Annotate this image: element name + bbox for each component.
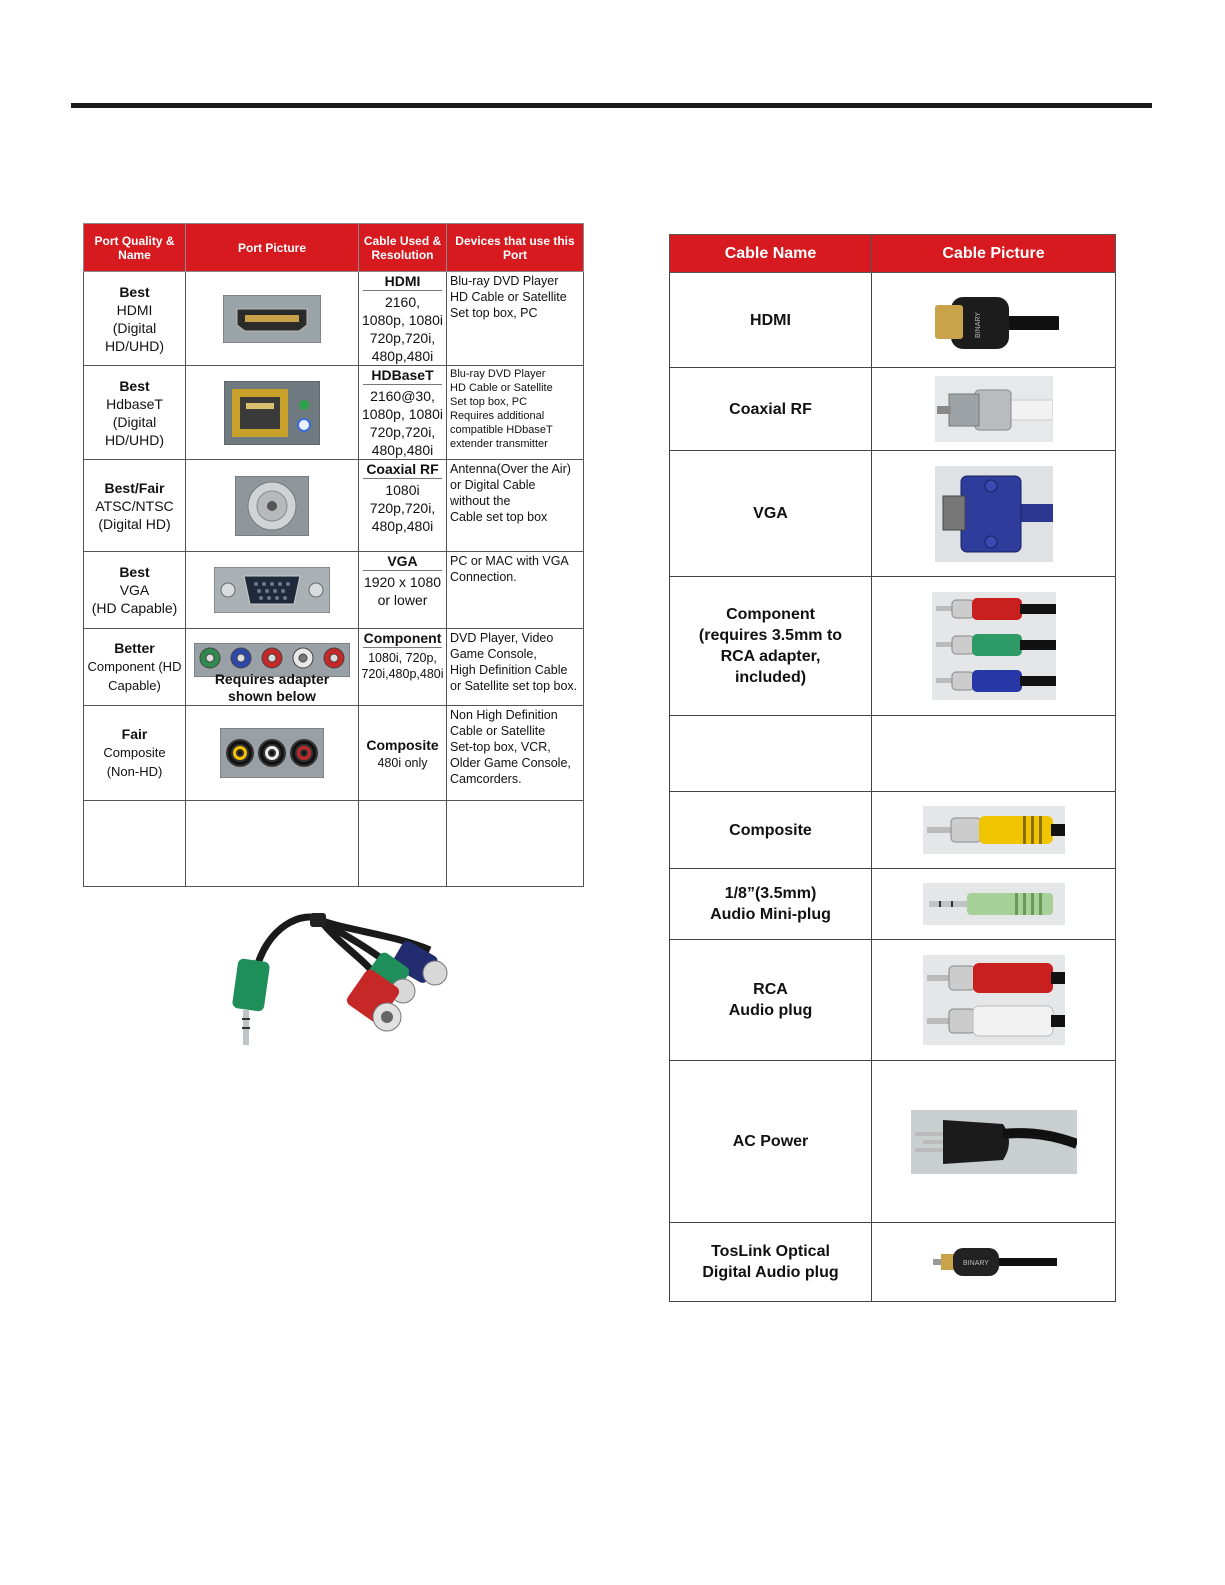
cable-picture-cell bbox=[872, 940, 1116, 1061]
cables-header-row bbox=[670, 235, 1116, 273]
port-picture-cell bbox=[186, 629, 359, 706]
cable-picture-cell bbox=[872, 792, 1116, 869]
quality-rating: Better bbox=[114, 640, 155, 656]
quality-rating: Best bbox=[119, 564, 150, 580]
cable-name: Coaxial RF bbox=[363, 460, 442, 479]
cable-name: Component (requires 3.5mm to RCA adapter, included) bbox=[670, 577, 872, 716]
header-port-picture: Port Picture bbox=[186, 224, 359, 272]
table-row bbox=[670, 716, 1116, 792]
header-cable-name: Cable Name bbox=[670, 235, 872, 273]
hdmi-port-icon bbox=[223, 295, 321, 343]
table-row bbox=[84, 272, 584, 366]
cable-picture-cell bbox=[872, 869, 1116, 940]
cable-picture-cell bbox=[872, 451, 1116, 577]
quality-rating: Best bbox=[119, 283, 150, 300]
table-row bbox=[84, 366, 584, 460]
cable-name: HDBaseT bbox=[363, 366, 442, 385]
mini-plug-cable-icon bbox=[923, 883, 1065, 925]
table-row bbox=[670, 869, 1116, 940]
table-row bbox=[84, 706, 584, 801]
cable-name: Composite bbox=[366, 736, 439, 753]
header-cable-resolution: Cable Used & Resolution bbox=[359, 224, 447, 272]
component-adapter-icon bbox=[225, 905, 465, 1055]
devices-cell: Non High Definition Cable or Satellite Set-top box, VCR, Older Game Console, Camcorders. bbox=[447, 706, 584, 801]
quality-rating: Best bbox=[119, 377, 150, 394]
cable-cell bbox=[359, 552, 447, 629]
empty-cell bbox=[447, 801, 584, 887]
cable-name: Composite bbox=[670, 792, 872, 869]
coaxial-port-icon bbox=[235, 476, 309, 536]
quality-cell bbox=[84, 629, 186, 706]
hdmi-cable-icon bbox=[929, 285, 1059, 355]
port-picture-cell bbox=[186, 272, 359, 366]
coaxial-cable-icon bbox=[935, 376, 1053, 442]
cable-picture-cell bbox=[872, 368, 1116, 451]
empty-cell bbox=[186, 801, 359, 887]
empty-cell bbox=[359, 801, 447, 887]
table-row bbox=[670, 792, 1116, 869]
devices-cell: DVD Player, Video Game Console, High Definition Cable or Satellite set top box. bbox=[447, 629, 584, 706]
table-row bbox=[670, 451, 1116, 577]
vga-cable-icon bbox=[935, 466, 1053, 562]
cables-table bbox=[669, 234, 1116, 1302]
cable-cell bbox=[359, 366, 447, 460]
header-devices: Devices that use this Port bbox=[447, 224, 584, 272]
header-cable-picture: Cable Picture bbox=[872, 235, 1116, 273]
quality-rating: Fair bbox=[121, 726, 148, 742]
cable-cell bbox=[359, 460, 447, 552]
cable-name: VGA bbox=[670, 451, 872, 577]
cable-name: HDMI bbox=[670, 273, 872, 368]
devices-cell: Blu-ray DVD Player HD Cable or Satellite Set top box, PC Requires additional compatible HDbaseT extender transmitter bbox=[447, 366, 584, 460]
cable-resolution: 1920 x 1080 or lower bbox=[363, 574, 442, 608]
cable-name: HDMI bbox=[363, 272, 442, 291]
cable-resolution: 2160@30, 1080p, 1080i 720p,720i, 480p,480i bbox=[362, 388, 443, 458]
port-picture-cell bbox=[186, 552, 359, 629]
cable-resolution: 1080i 720p,720i, 480p,480i bbox=[369, 482, 436, 534]
table-row bbox=[670, 1061, 1116, 1223]
cable-resolution: 480i only bbox=[377, 755, 428, 770]
ac-power-cable-icon bbox=[911, 1110, 1077, 1174]
port-name: HDMI (Digital HD/UHD) bbox=[104, 301, 165, 354]
table-row bbox=[670, 368, 1116, 451]
cable-name: TosLink Optical Digital Audio plug bbox=[670, 1223, 872, 1302]
empty-cell bbox=[84, 801, 186, 887]
brand-text: BINARY bbox=[962, 1260, 989, 1267]
cable-resolution: 1080i, 720p, 720i,480p,480i bbox=[361, 651, 444, 681]
cable-resolution: 2160, 1080p, 1080i 720p,720i, 480p,480i bbox=[362, 294, 443, 364]
port-name: Component (HD Capable) bbox=[87, 659, 182, 693]
quality-cell bbox=[84, 366, 186, 460]
cable-picture-cell bbox=[872, 1223, 1116, 1302]
cable-name bbox=[670, 716, 872, 792]
port-name: Composite (Non-HD) bbox=[103, 745, 166, 779]
quality-cell bbox=[84, 706, 186, 801]
ports-table bbox=[83, 223, 584, 887]
quality-rating: Best/Fair bbox=[104, 479, 165, 496]
port-name: VGA (HD Capable) bbox=[91, 582, 178, 616]
table-row bbox=[84, 801, 584, 887]
composite-port-icon bbox=[220, 728, 324, 778]
port-name: HdbaseT (Digital HD/UHD) bbox=[104, 395, 165, 448]
hdbaset-port-icon bbox=[224, 381, 320, 445]
adapter-note: Requires adapter shown below bbox=[214, 671, 330, 704]
table-row bbox=[670, 1223, 1116, 1302]
cable-name: Component bbox=[363, 630, 442, 646]
cable-name: RCA Audio plug bbox=[670, 940, 872, 1061]
cable-name: VGA bbox=[363, 552, 442, 571]
cable-name: Coaxial RF bbox=[670, 368, 872, 451]
ports-header-row bbox=[84, 224, 584, 272]
empty-cell bbox=[872, 716, 1116, 792]
port-picture-cell bbox=[186, 366, 359, 460]
table-row bbox=[670, 273, 1116, 368]
cable-name: 1/8”(3.5mm) Audio Mini-plug bbox=[670, 869, 872, 940]
cable-picture-cell bbox=[872, 273, 1116, 368]
composite-cable-icon bbox=[923, 806, 1065, 854]
rca-audio-cable-icon bbox=[923, 955, 1065, 1045]
cable-name: AC Power bbox=[670, 1061, 872, 1223]
top-rule bbox=[71, 103, 1152, 108]
table-row bbox=[84, 460, 584, 552]
port-picture-cell bbox=[186, 706, 359, 801]
cable-cell bbox=[359, 629, 447, 706]
cable-cell bbox=[359, 272, 447, 366]
toslink-cable-icon bbox=[929, 1242, 1059, 1282]
brand-text: BINARY bbox=[974, 312, 982, 338]
quality-cell bbox=[84, 272, 186, 366]
devices-cell: Blu-ray DVD Player HD Cable or Satellite Set top box, PC bbox=[447, 272, 584, 366]
cable-picture-cell bbox=[872, 1061, 1116, 1223]
vga-port-icon bbox=[214, 567, 330, 613]
header-quality: Port Quality & Name bbox=[84, 224, 186, 272]
table-row bbox=[84, 629, 584, 706]
cable-picture-cell bbox=[872, 577, 1116, 716]
component-cable-icon bbox=[932, 592, 1056, 700]
port-picture-cell bbox=[186, 460, 359, 552]
devices-cell: Antenna(Over the Air) or Digital Cable without the Cable set top box bbox=[447, 460, 584, 552]
table-row bbox=[84, 552, 584, 629]
quality-cell bbox=[84, 552, 186, 629]
quality-cell bbox=[84, 460, 186, 552]
port-name: ATSC/NTSC (Digital HD) bbox=[95, 497, 174, 532]
devices-cell: PC or MAC with VGA Connection. bbox=[447, 552, 584, 629]
table-row bbox=[670, 940, 1116, 1061]
table-row bbox=[670, 577, 1116, 716]
cable-cell bbox=[359, 706, 447, 801]
